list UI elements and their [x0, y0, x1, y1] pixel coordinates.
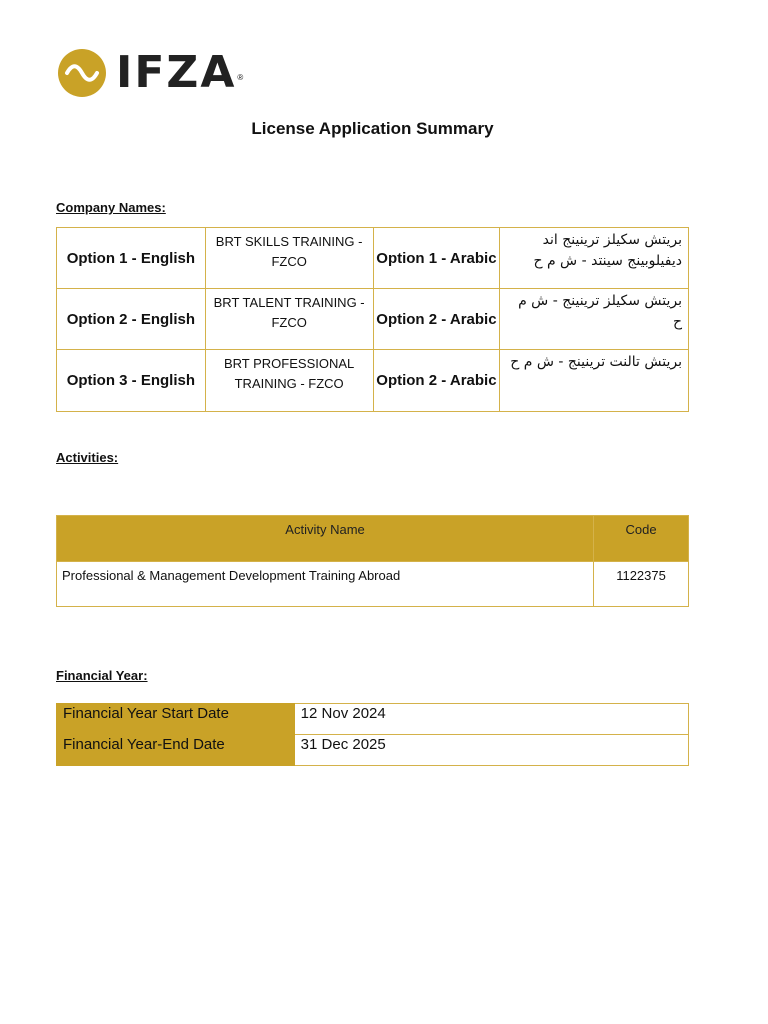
- company-name-row-1: [57, 228, 689, 289]
- option-1-arabic-value: بريتش سكيلز ترينينج اند ديفيلوبينج سينتد - ش م ح: [500, 228, 689, 289]
- activity-code-cell: 1122375: [594, 562, 689, 607]
- registered-mark: ®: [237, 72, 244, 82]
- financial-year-start-value: 12 Nov 2024: [294, 704, 688, 735]
- option-3-arabic-label: Option 2 - Arabic: [373, 350, 500, 412]
- activities-header-row: [57, 516, 689, 562]
- company-name-row-3: [57, 350, 689, 412]
- company-names-heading: Company Names:: [56, 200, 166, 215]
- option-2-arabic-value: بريتش سكيلز ترينينج - ش م ح: [500, 289, 689, 350]
- table-row: [57, 562, 689, 607]
- financial-year-end-value: 31 Dec 2025: [294, 735, 688, 766]
- financial-year-end-label: Financial Year-End Date: [57, 735, 295, 766]
- option-3-arabic-value: بريتش تالنت ترينينج - ش م ح: [500, 350, 689, 412]
- activity-name-cell: Professional & Management Development Training Abroad: [57, 562, 594, 607]
- financial-year-start-label: Financial Year Start Date: [57, 704, 295, 735]
- financial-year-start-row: [57, 704, 689, 735]
- option-2-arabic-label: Option 2 - Arabic: [373, 289, 500, 350]
- financial-year-end-row: [57, 735, 689, 766]
- activities-heading: Activities:: [56, 450, 119, 465]
- option-1-arabic-label: Option 1 - Arabic: [373, 228, 500, 289]
- company-names-table: [56, 227, 689, 412]
- logo-text: IFZA: [116, 47, 237, 98]
- page-title: License Application Summary: [251, 119, 494, 138]
- financial-year-heading: Financial Year:: [56, 668, 148, 683]
- option-3-english-value: BRT PROFESSIONAL TRAINING - FZCO: [205, 350, 373, 412]
- financial-year-table: [56, 703, 689, 766]
- code-header: Code: [594, 516, 689, 562]
- ifza-logo: [58, 46, 243, 100]
- option-3-english-label: Option 3 - English: [57, 350, 206, 412]
- activities-table: [56, 515, 689, 607]
- option-2-english-label: Option 2 - English: [57, 289, 206, 350]
- option-1-english-value: BRT SKILLS TRAINING - FZCO: [205, 228, 373, 289]
- company-name-row-2: [57, 289, 689, 350]
- ifza-wave-icon: [58, 49, 106, 97]
- option-1-english-label: Option 1 - English: [57, 228, 206, 289]
- activity-name-header: Activity Name: [57, 516, 594, 562]
- option-2-english-value: BRT TALENT TRAINING - FZCO: [205, 289, 373, 350]
